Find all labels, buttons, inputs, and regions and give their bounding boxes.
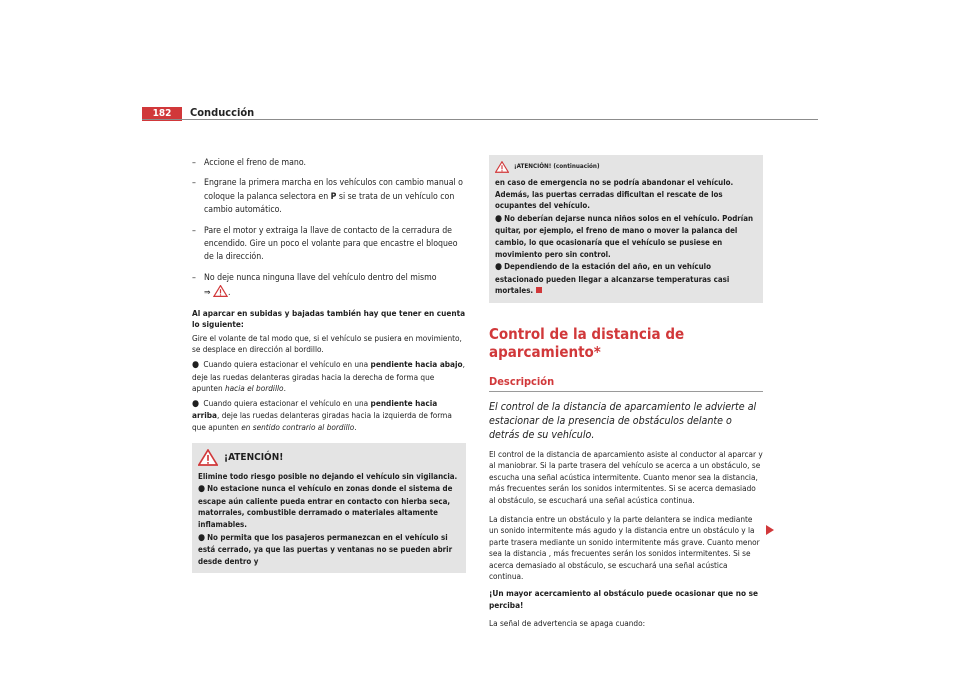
step-text-tail: si se trata de un vehículo con cambio automático. [204,191,455,216]
bullet-emphasis: pendiente hacia abajo [370,359,463,370]
step-item [192,272,466,301]
step-dash: – [192,158,196,168]
warning-item [495,213,757,260]
bullet-italic: hacia el bordillo [224,383,284,394]
step-item [192,177,466,217]
bullet-text: Cuando quiera estacionar el vehículo en una [203,359,371,370]
step-item [192,157,466,170]
step-text: Accione el freno de mano. [204,158,306,168]
warning-triangle-icon [198,449,218,466]
end-marker-icon [536,287,542,293]
bullet-dot: ● [495,213,503,224]
bullet-dot: ● [198,484,206,495]
step-item [192,225,466,265]
warning-continuation-header [495,159,757,174]
section-title: Control de la distancia de aparcamiento* [489,324,685,361]
step-text: Engrane la primera marcha en los vehículos con cambio manual o coloque la palanca selectora en [204,178,463,202]
warning-triangle-icon [495,161,509,173]
warning-title: ¡ATENCIÓN! [224,451,284,463]
bullet-text: , deje las ruedas delanteras giradas hacia la derecha de forma que apunten [192,359,465,394]
bullet-dot: ● [192,360,200,371]
bullet-text: . [283,383,286,394]
warning-header [198,449,460,467]
warning-continuation-title: ¡ATENCIÓN! (continuación) [514,162,600,170]
bullet-italic: en sentido contrario al bordillo [241,422,355,432]
step-text: No deje nunca ninguna llave del vehículo dentro del mismo [204,272,437,283]
step-text: Pare el motor y extraiga la llave de contacto de la cerradura de encendido. Gire un poco el volante para que encastre el bloqueo de la dirección. [204,225,458,263]
body-paragraph: La señal de advertencia se apaga cuando: [489,618,646,629]
bullet-text: , deje las ruedas delanteras giradas hacia la izquierda de forma que apunten [192,410,452,432]
bullet-dot: ● [192,398,200,409]
bullet-text: . [354,422,357,432]
warning-triangle-icon [213,285,231,299]
warning-item [198,532,460,568]
intro-text: El control de la distancia de aparcamiento le advierte al estacionar de la presencia de obstáculos delante o detrás de su vehículo. [489,400,757,441]
page-number: 182 [142,107,182,121]
warning-item [495,261,757,297]
bullet-emphasis: pendiente hacia arriba [192,397,438,421]
bullet-dot: ● [495,262,503,273]
gear-p-label: P [330,191,337,202]
warning-item-text: No permita que los pasajeros permanezcan en el vehículo si está cerrado, ya que las puertas y ventanas no se pueden abrir desde dentro y [198,532,453,566]
step-dash: – [192,178,196,189]
slopes-heading: Al aparcar en subidas y bajadas también hay que tener en cuenta lo siguiente: [192,307,466,330]
warning-item-text: No deberían dejarse nunca niños solos en el vehículo. Podrían quitar, por ejemplo, el freno de mano o mover la palanca del cambio, lo que ocasionaría que el vehículo se pusiese en movimiento pero sin control. [495,213,754,259]
warning-box [192,443,466,574]
warning-line: en caso de emergencia no se podría abandonar el vehículo. Además, las puertas cerradas dificultan el rescate de los ocupantes del vehículo. [495,178,734,211]
bullet-text: Cuando quiera estacionar el vehículo en una [203,397,371,408]
bold-paragraph: ¡Un mayor acercamiento al obstáculo puede ocasionar que no se perciba! [489,588,758,610]
step-end: . [228,288,231,299]
body-paragraph: La distancia entre un obstáculo y la parte delantera se indica mediante un sonido intermitente más agudo y la distancia entre un obstáculo y la parte trasera mediante un sonido intermitente más grave. Cuanto menor sea la distancia , más frecuentes serán los sonidos intermitentes. Si se acerca demasiado al obstáculo, se escuchará una señal acústica continua. [489,513,760,582]
warning-line: Elimine todo riesgo posible no dejando el vehículo sin vigilancia. [198,471,458,481]
header-divider [142,119,818,120]
step-dash: – [192,272,196,283]
warning-continuation-body [495,177,757,297]
left-column [192,157,466,573]
warning-body [198,471,460,568]
bullet-downhill [192,359,466,395]
subsection-title: Descripción [489,376,763,392]
reference-arrow[interactable]: ⇒ [204,288,211,299]
next-page-arrow-icon [766,525,774,535]
warning-continuation-box [489,155,763,303]
right-column [489,155,763,630]
bullet-dot: ● [198,532,206,543]
step-dash: – [192,225,196,236]
warning-item-text: Dependiendo de la estación del año, en un vehículo estacionado pueden llegar a alcanzarse temperaturas casi mortales. [495,262,730,296]
body-paragraph: El control de la distancia de aparcamiento asiste al conductor al aparcar y al maniobrar. Si la parte trasera del vehículo se acerca a un obstáculo, se escucha una señal acústica intermitente. Cuanto menor sea la distancia, más frecuentes serán los sonidos intermitentes. Si se acerca demasiado al obstáculo, se escuchará una señal acústica continua. [489,448,763,505]
bullet-uphill [192,398,466,434]
chapter-title: Conducción [190,106,255,119]
slopes-paragraph: Gire el volante de tal modo que, si el vehículo se pusiera en movimiento, se desplace en dirección al bordillo. [192,332,462,355]
warning-item [198,483,460,530]
warning-item-text: No estacione nunca el vehículo en zonas donde el sistema de escape aún caliente pueda entrar en contacto con hierba seca, matorrales, combustible derramado o materiales altamente inflamables. [198,484,453,529]
